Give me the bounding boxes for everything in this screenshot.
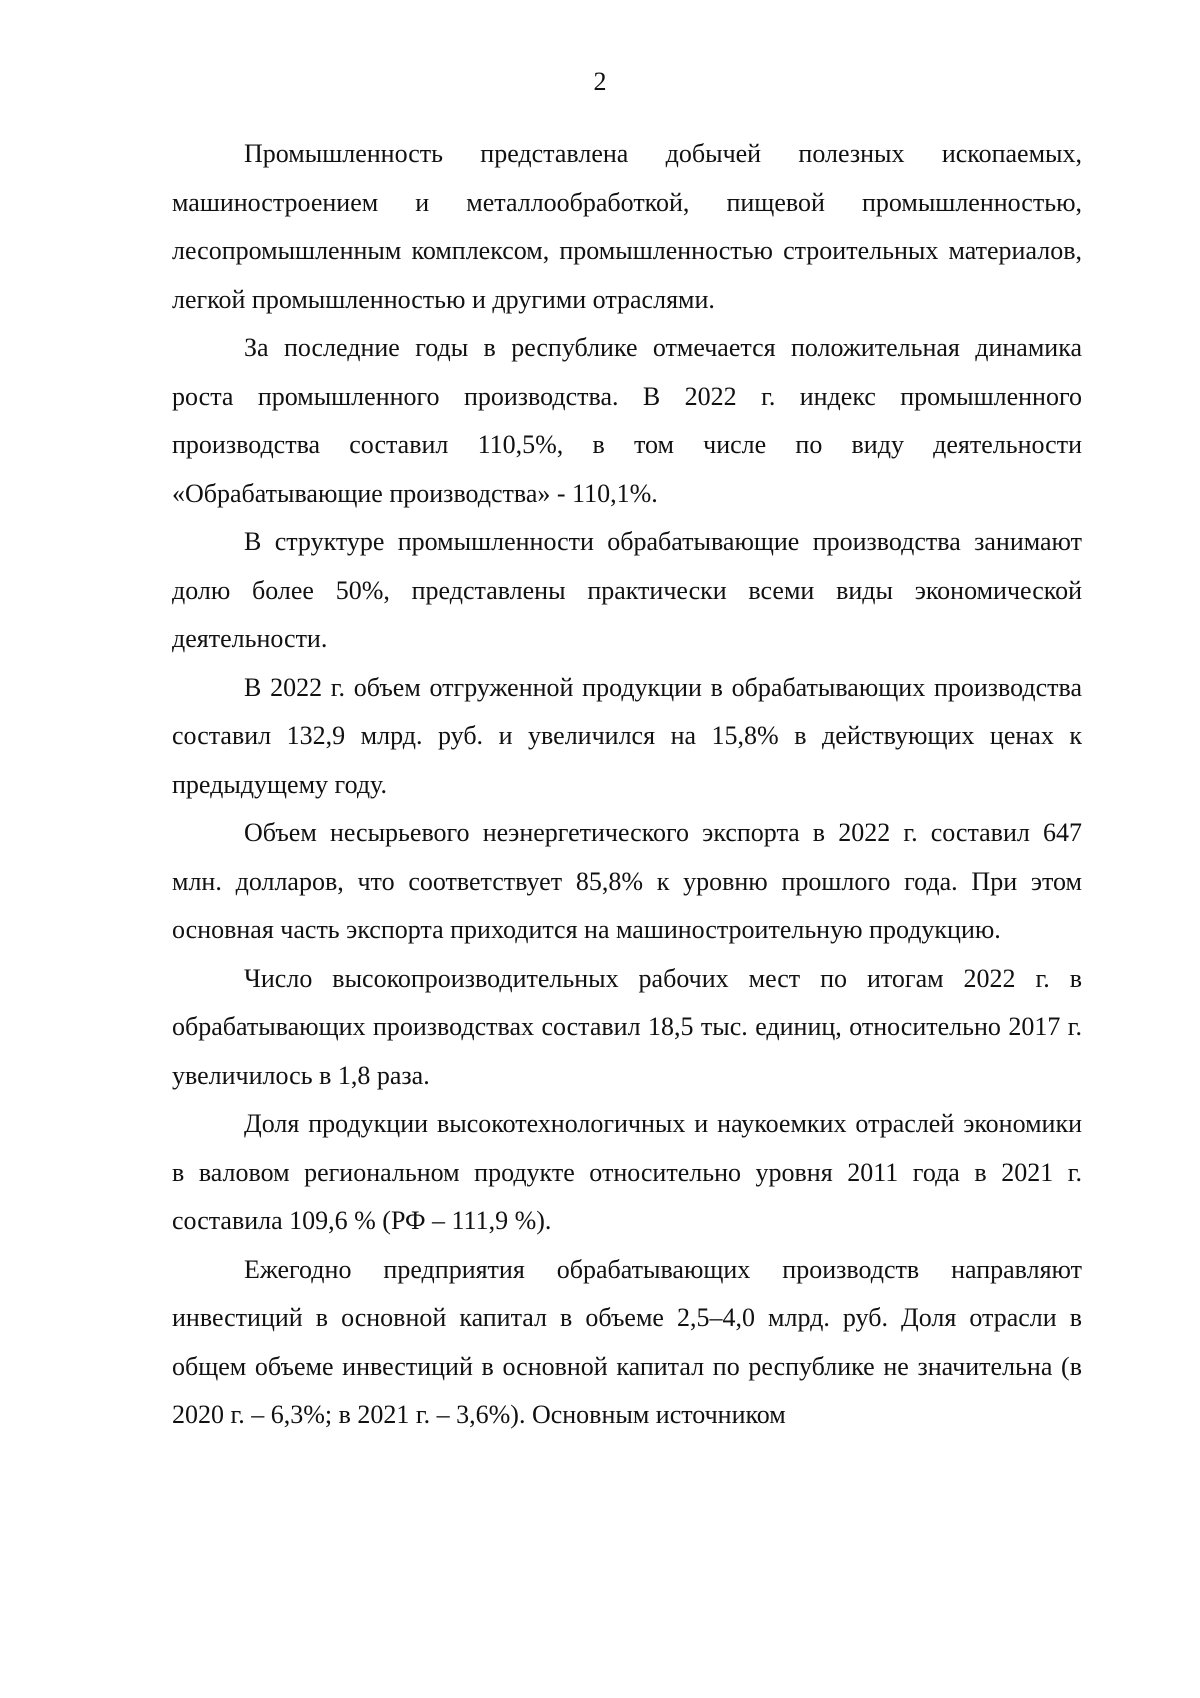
paragraph-industry-structure: Промышленность представлена добычей полезных ископаемых, машиностроением и металлообработкой, пищевой промышленностью, лесопромышленным комплексом, промышленностью строительных материалов, легкой промышленностью и другими отраслями. <box>172 139 1082 314</box>
paragraph-workplaces: Число высокопроизводительных рабочих мест по итогам 2022 г. в обрабатывающих производствах составил 18,5 тыс. единиц, относительно 2017 г. увеличилось в 1,8 раза. <box>172 963 1082 1090</box>
paragraph-production-growth: За последние годы в республике отмечается положительная динамика роста промышленного производства. В 2022 г. индекс промышленного производства составил 110,5%, в том числе по виду деятельности «Обрабатывающие производства» - 110,1%. <box>172 333 1082 508</box>
document-body <box>172 130 1082 1440</box>
paragraph-manufacturing-share: В структуре промышленности обрабатывающие производства занимают долю более 50%, представлены практически всеми виды экономической деятельности. <box>172 527 1082 653</box>
paragraph-shipped-products: В 2022 г. объем отгруженной продукции в обрабатывающих производства составил 132,9 млрд. руб. и увеличился на 15,8% в действующих ценах к предыдущему году. <box>172 672 1082 799</box>
paragraph-hightech-share: Доля продукции высокотехнологичных и наукоемких отраслей экономики в валовом региональном продукте относительно уровня 2011 года в 2021 г. составила 109,6 % (РФ – 111,9 %). <box>172 1109 1082 1235</box>
paragraph-investments: Ежегодно предприятия обрабатывающих производств направляют инвестиций в основной капитал в объеме 2,5–4,0 млрд. руб. Доля отрасли в общем объеме инвестиций в основной капитал по республике не значительна (в 2020 г. – 6,3%; в 2021 г. – 3,6%). Основным источником <box>172 1254 1082 1429</box>
page-number: 2 <box>593 67 607 96</box>
paragraph-export: Объем несырьевого неэнергетического экспорта в 2022 г. составил 647 млн. долларов, что соответствует 85,8% к уровню прошлого года. При этом основная часть экспорта приходится на машиностроительную продукцию. <box>172 818 1082 944</box>
